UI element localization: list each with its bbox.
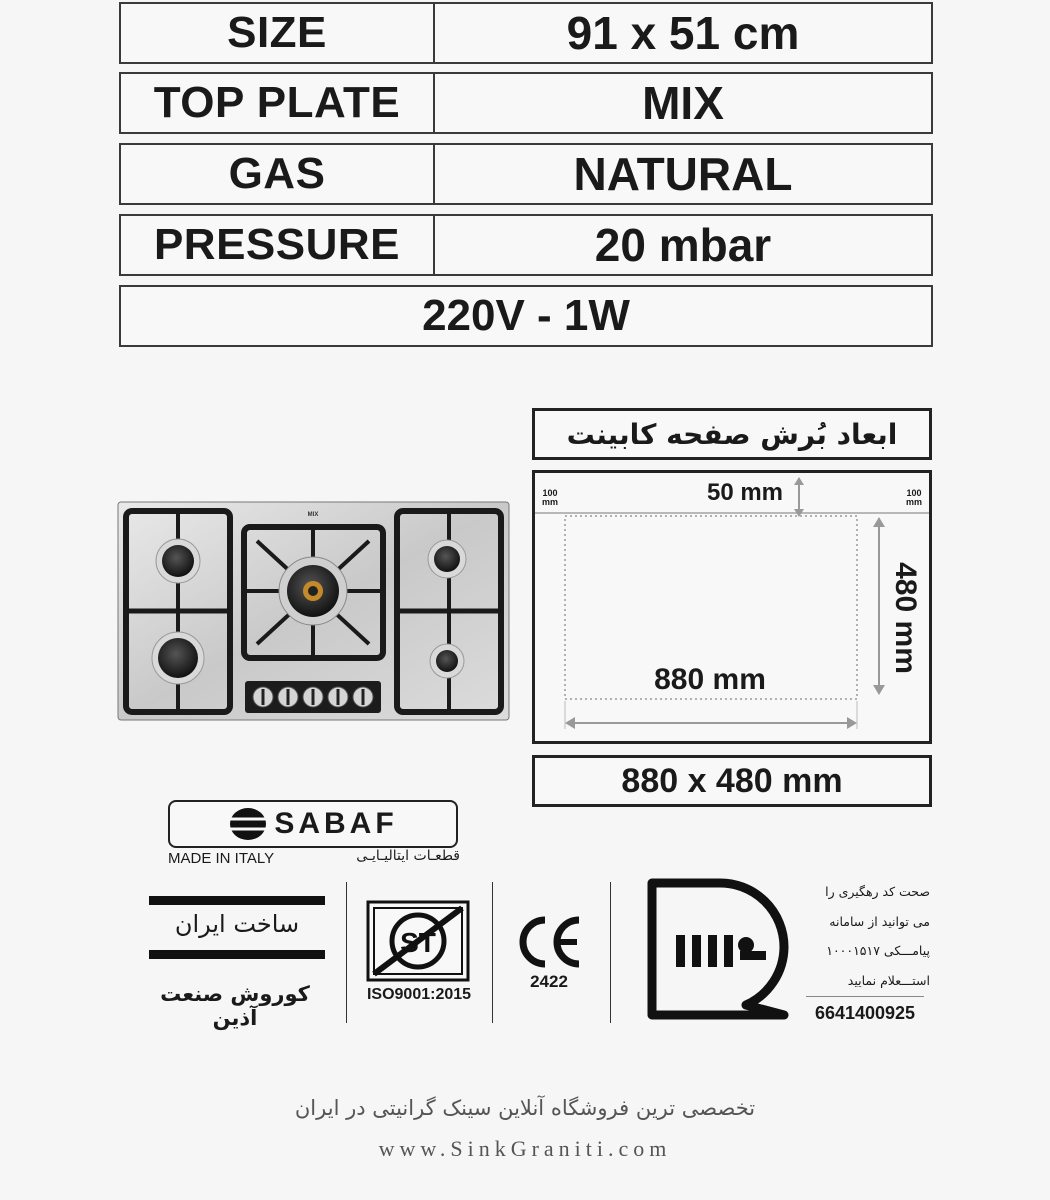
footer-url[interactable]: www.SinkGraniti.com [378,1136,672,1161]
spec-value: NATURAL [573,148,793,200]
spec-value: MIX [642,77,724,129]
divider [806,996,924,997]
standard-inquiry-text [800,877,930,995]
spec-row-power [119,285,933,347]
made-in-iran: ساخت ایران [174,910,300,938]
made-in-iran-bar-bottom [149,950,325,959]
sabaf-emblem-icon [228,806,268,842]
sabaf-wordmark: SABAF [274,807,398,840]
spec-value: 91 x 51 cm [566,7,800,59]
italian-parts-label: قطعـات ایتالیـایـی [356,848,460,864]
svg-text:ST: ST [400,927,436,958]
company-name: کوروش صنعت آذین [160,982,310,1030]
left-gap-label: 100 mm [541,488,558,507]
right-gap-label: 100 mm [905,488,922,507]
divider [346,882,347,1023]
iso-label: ISO9001:2015 [366,986,472,1003]
spec-label: PRESSURE [121,216,435,274]
cutout-total: 880 x 480 mm [532,755,932,807]
sabaf-logo [168,800,458,848]
ce-mark-icon [515,914,583,970]
tracking-code: 6641400925 [814,1003,916,1023]
spec-row-top-plate [119,72,933,134]
standard-line: پیامـــکی ۱۰۰۰۱۵۱۷ [826,943,930,958]
spec-row-gas [119,143,933,205]
ce-number: 2422 [530,972,568,991]
cutout-diagram [532,470,932,744]
power-value: 220V - 1W [422,291,630,340]
made-in-iran-bar-top [149,896,325,905]
spec-row-size [119,2,933,64]
width-label: 880 mm [654,663,766,696]
iso-cert-icon [366,900,470,982]
spec-label: GAS [121,145,435,203]
standard-line: استـــعلام نمایید [847,972,930,988]
spec-row-pressure [119,214,933,276]
footer-tagline: تخصصی ترین فروشگاه آنلاین سینک گرانیتی در ایران [294,1096,756,1120]
iran-standard-icon [646,877,790,1021]
divider [610,882,611,1023]
spec-value: 20 mbar [594,219,772,271]
standard-line: صحت کد رهگیری را [825,884,930,899]
height-label: 480 mm [889,562,922,674]
cutout-drawing [535,473,929,741]
spec-label: TOP PLATE [121,74,435,132]
made-in-italy: MADE IN ITALY [168,850,275,867]
standard-line: می توانید از سامانه [829,913,930,929]
spec-label: SIZE [121,4,435,62]
divider [492,882,493,1023]
hob-brand-mark: MIX [307,512,319,518]
gas-hob-image [117,501,510,721]
top-gap-label: 50 mm [706,479,784,506]
cutout-title: ابعاد بُرش صفحه کابینت [532,408,932,460]
